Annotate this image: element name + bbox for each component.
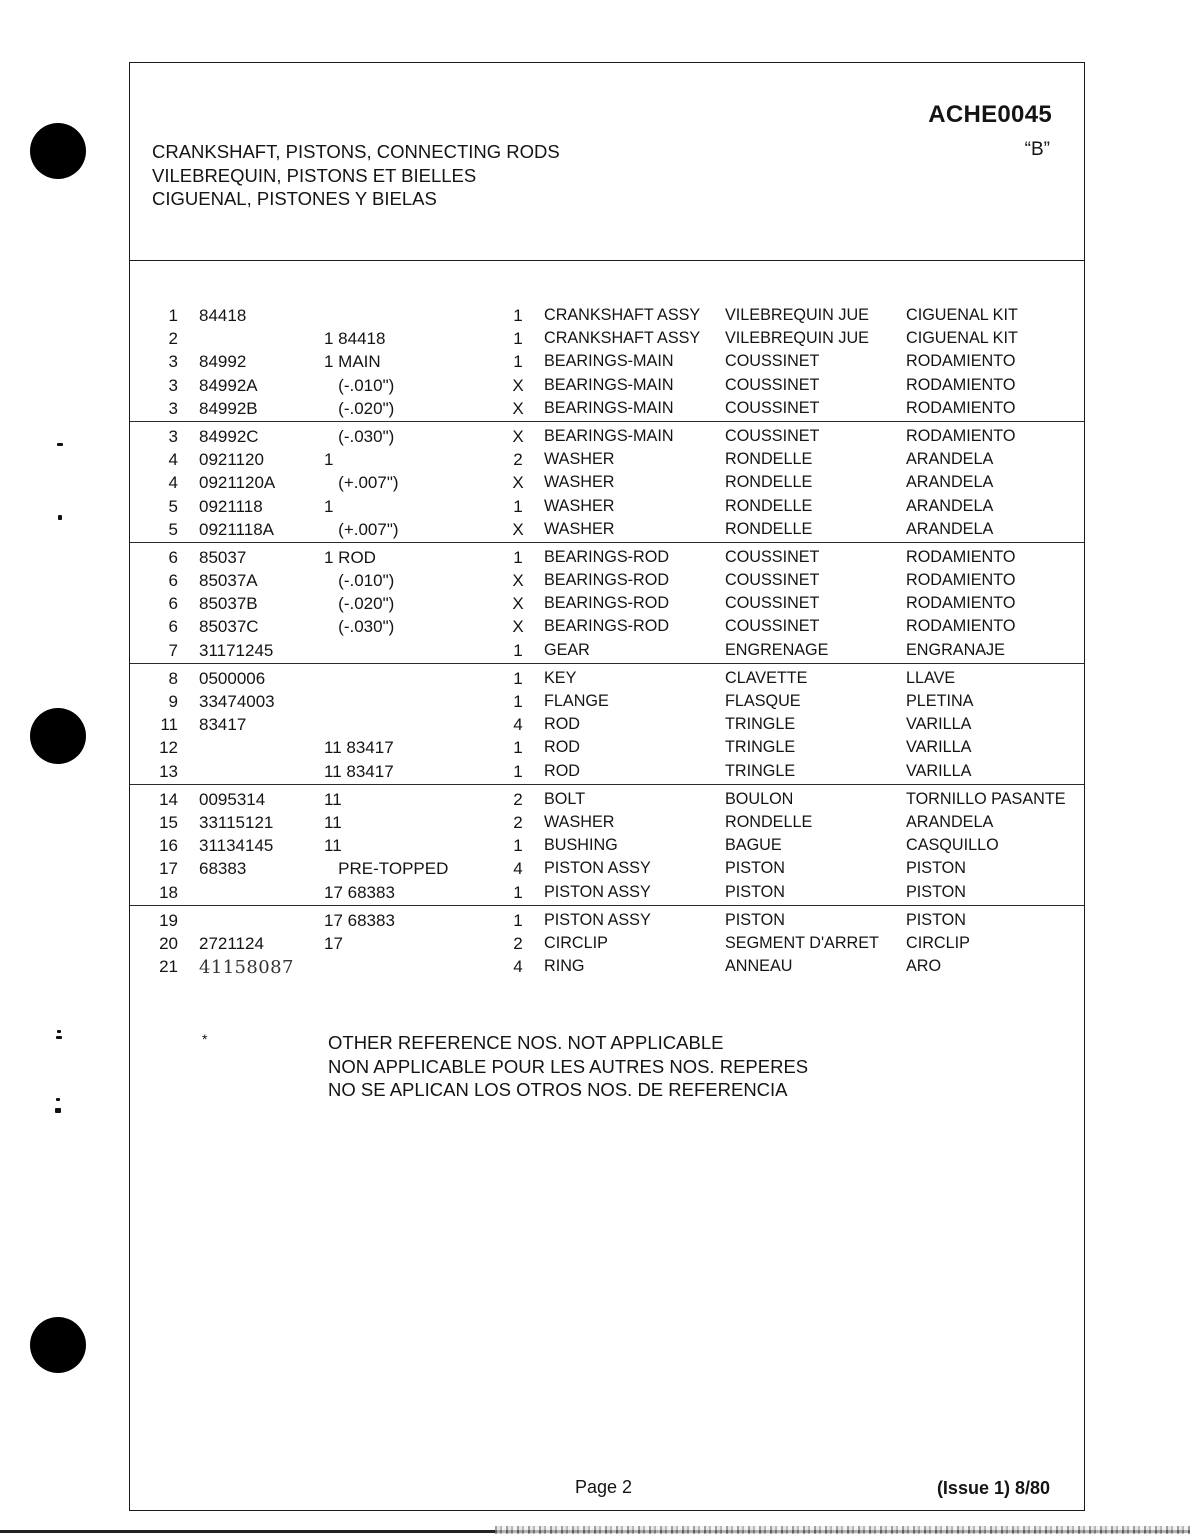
parts-row	[130, 396, 1084, 419]
parts-row	[130, 470, 1084, 493]
usage-note: 1 84418	[324, 329, 386, 349]
page-number: Page 2	[575, 1477, 633, 1497]
parts-group	[130, 422, 1084, 543]
parts-group	[130, 543, 1084, 664]
description-french: PISTON	[725, 882, 785, 901]
quantity: X	[512, 519, 524, 539]
description-french: PISTON	[725, 910, 785, 929]
description-english: BEARINGS-ROD	[544, 594, 670, 613]
description-french: VILEBREQUIN JUE	[725, 306, 869, 324]
part-number: 0921120A	[199, 473, 276, 493]
usage-note: (+.007")	[324, 519, 399, 539]
description-english: PISTON ASSY	[544, 882, 651, 901]
parts-row	[130, 424, 1084, 447]
ref-number: 13	[159, 761, 178, 781]
usage-note: 1 MAIN	[324, 352, 381, 372]
description-spanish: RODAMIENTO	[906, 594, 1016, 613]
ref-number: 19	[159, 910, 178, 930]
ref-number: 6	[168, 594, 178, 614]
parts-group	[130, 301, 1084, 422]
parts-row	[130, 759, 1084, 782]
description-english: BEARINGS-MAIN	[544, 375, 674, 394]
part-number: 0095314	[199, 789, 266, 809]
description-english: BEARINGS-MAIN	[544, 398, 674, 417]
description-spanish: LLAVE	[906, 668, 956, 687]
ref-number: 5	[168, 496, 178, 516]
description-french: RONDELLE	[725, 812, 813, 831]
scan-speck	[55, 1108, 61, 1113]
description-english: CIRCLIP	[544, 933, 608, 952]
quantity: X	[512, 473, 524, 493]
footnote-english: OTHER REFERENCE NOS. NOT APPLICABLE	[328, 1032, 724, 1053]
description-spanish: VARILLA	[906, 738, 972, 757]
description-spanish: ARANDELA	[906, 496, 994, 515]
description-french: COUSSINET	[725, 547, 820, 566]
ref-number: 15	[159, 812, 178, 832]
part-number: 0921118	[199, 496, 263, 516]
description-french: PISTON	[725, 859, 785, 878]
parts-row	[130, 735, 1084, 758]
description-french: ENGRENAGE	[725, 640, 829, 659]
quantity: 1	[513, 761, 523, 781]
usage-note: 17 68383	[324, 910, 395, 930]
description-spanish: VARILLA	[906, 715, 972, 734]
description-english: WASHER	[544, 473, 615, 492]
description-spanish: CIRCLIP	[906, 933, 970, 952]
quantity: 1	[513, 306, 523, 325]
usage-note: 17	[324, 933, 343, 953]
description-spanish: PISTON	[906, 859, 966, 878]
part-number: 85037C	[199, 617, 259, 637]
document-code: ACHE0045	[928, 101, 1052, 128]
parts-row	[130, 591, 1084, 614]
quantity: X	[512, 594, 524, 614]
description-french: VILEBREQUIN JUE	[725, 329, 869, 348]
description-french: BOULON	[725, 789, 794, 808]
usage-note: 11 83417	[324, 738, 394, 758]
document-titles	[152, 140, 560, 211]
ref-number: 3	[168, 398, 178, 418]
description-spanish: RODAMIENTO	[906, 426, 1016, 445]
description-english: BEARINGS-MAIN	[544, 352, 674, 371]
quantity: 4	[513, 715, 523, 735]
description-french: COUSSINET	[725, 375, 820, 394]
part-number: 68383	[199, 859, 247, 879]
description-french: SEGMENT D'ARRET	[725, 933, 879, 952]
quantity: X	[512, 375, 524, 395]
parts-row	[130, 787, 1084, 810]
ref-number: 1	[168, 306, 178, 325]
description-english: WASHER	[544, 519, 615, 538]
usage-note: 17 68383	[324, 882, 395, 902]
description-english: ROD	[544, 761, 580, 780]
description-french: BAGUE	[725, 836, 782, 855]
parts-row	[130, 689, 1084, 712]
parts-row	[130, 833, 1084, 856]
description-english: RING	[544, 957, 585, 976]
description-french: RONDELLE	[725, 496, 813, 515]
parts-row	[130, 614, 1084, 637]
description-english: BOLT	[544, 789, 586, 808]
description-spanish: ARANDELA	[906, 519, 994, 538]
usage-note: 11	[324, 836, 342, 856]
issue-date: (Issue 1) 8/80	[936, 1478, 1050, 1498]
header-divider	[130, 260, 1084, 261]
description-english: BUSHING	[544, 836, 618, 855]
description-english: PISTON ASSY	[544, 910, 651, 929]
description-spanish: CIGUENAL KIT	[906, 329, 1018, 348]
part-number: 84418	[199, 306, 247, 325]
footnote-marker: *	[202, 1031, 208, 1047]
scan-speck	[58, 515, 62, 520]
part-number: 31134145	[199, 836, 274, 856]
ref-number: 6	[168, 571, 178, 591]
quantity: 1	[513, 547, 523, 567]
quantity: 4	[513, 957, 523, 977]
description-spanish: RODAMIENTO	[906, 375, 1016, 394]
ref-number: 6	[168, 617, 178, 637]
scan-speck	[57, 1030, 61, 1033]
parts-row	[130, 638, 1084, 661]
quantity: 1	[513, 640, 523, 660]
usage-note: 11	[324, 812, 342, 832]
description-french: COUSSINET	[725, 426, 820, 445]
usage-note: 1	[324, 496, 334, 516]
description-spanish: ARANDELA	[906, 812, 994, 831]
part-number: 85037B	[199, 594, 258, 614]
part-number: 0500006	[199, 668, 266, 688]
title-french: VILEBREQUIN, PISTONS ET BIELLES	[152, 164, 477, 186]
parts-row	[130, 494, 1084, 517]
ref-number: 17	[159, 859, 178, 879]
description-english: ROD	[544, 715, 580, 734]
description-spanish: VARILLA	[906, 761, 972, 780]
parts-row	[130, 303, 1084, 326]
usage-note: (-.010")	[324, 375, 395, 395]
title-english: CRANKSHAFT, PISTONS, CONNECTING RODS	[152, 141, 560, 162]
description-english: PISTON ASSY	[544, 859, 651, 878]
description-english: CRANKSHAFT ASSY	[544, 329, 701, 348]
ref-number: 7	[168, 640, 178, 660]
description-english: BEARINGS-MAIN	[544, 426, 674, 445]
description-spanish: RODAMIENTO	[906, 398, 1016, 417]
quantity: 1	[513, 352, 523, 372]
punch-hole-icon	[30, 1317, 86, 1373]
parts-row	[130, 954, 1084, 977]
punch-hole-icon	[30, 708, 86, 764]
footnote-french: NON APPLICABLE POUR LES AUTRES NOS. REPERES	[328, 1055, 809, 1077]
ref-number: 21	[159, 957, 178, 977]
part-number: 31171245	[199, 640, 274, 660]
punch-hole-icon	[30, 123, 86, 179]
part-number: 83417	[199, 715, 247, 735]
ref-number: 16	[159, 836, 178, 856]
ref-number: 20	[159, 933, 178, 953]
part-number: 84992C	[199, 426, 259, 446]
quantity: X	[512, 617, 524, 637]
ref-number: 2	[168, 329, 178, 349]
usage-note: (+.007")	[324, 473, 399, 493]
description-french: COUSSINET	[725, 571, 820, 590]
parts-row	[130, 712, 1084, 735]
quantity: 2	[513, 450, 523, 470]
parts-group	[130, 906, 1084, 980]
quantity: 1	[513, 910, 523, 930]
ref-number: 3	[168, 352, 178, 372]
part-number: 84992	[199, 352, 247, 372]
usage-note: (-.030")	[324, 426, 395, 446]
quantity: X	[512, 426, 524, 446]
scan-speck	[57, 443, 63, 446]
description-french: COUSSINET	[725, 352, 820, 371]
part-number: 2721124	[199, 933, 264, 953]
usage-note: 11	[324, 789, 342, 809]
parts-group	[130, 785, 1084, 906]
quantity: 1	[513, 668, 523, 688]
quantity: 1	[513, 882, 523, 902]
description-english: ROD	[544, 738, 580, 757]
parts-row	[130, 666, 1084, 689]
footnote-spanish: NO SE APLICAN LOS OTROS NOS. DE REFERENCIA	[328, 1079, 788, 1100]
scan-speck	[56, 1036, 62, 1039]
ref-number: 8	[168, 668, 178, 688]
description-english: WASHER	[544, 812, 615, 831]
usage-note: (-.010")	[324, 571, 395, 591]
document-frame	[129, 62, 1085, 1511]
scan-edge-artifact	[495, 1526, 1190, 1534]
parts-row	[130, 447, 1084, 470]
quantity: 2	[513, 933, 523, 953]
parts-row	[130, 880, 1084, 903]
description-french: COUSSINET	[725, 594, 820, 613]
quantity: 2	[513, 812, 523, 832]
ref-number: 9	[168, 692, 178, 711]
parts-row	[130, 326, 1084, 349]
description-spanish: ARANDELA	[906, 450, 994, 469]
description-english: FLANGE	[544, 692, 609, 710]
part-number: 85037	[199, 547, 247, 567]
description-spanish: RODAMIENTO	[906, 617, 1016, 636]
parts-row	[130, 931, 1084, 954]
usage-note: 1	[324, 450, 334, 470]
ref-number: 4	[168, 473, 178, 493]
description-english: GEAR	[544, 640, 590, 659]
description-english: WASHER	[544, 496, 615, 515]
usage-note: 11 83417	[324, 761, 394, 781]
part-number: 85037A	[199, 571, 258, 591]
scan-speck	[56, 1098, 60, 1101]
ref-number: 6	[168, 547, 178, 567]
quantity: 4	[513, 859, 523, 879]
title-spanish: CIGUENAL, PISTONES Y BIELAS	[152, 188, 437, 209]
part-number: 41158087	[199, 957, 294, 979]
description-french: RONDELLE	[725, 473, 813, 492]
parts-row	[130, 810, 1084, 833]
part-number: 0921118A	[199, 519, 274, 539]
description-french: RONDELLE	[725, 450, 813, 469]
part-number: 33115121	[199, 812, 274, 832]
description-french: RONDELLE	[725, 519, 813, 538]
ref-number: 12	[159, 738, 178, 758]
description-french: FLASQUE	[725, 692, 801, 710]
description-spanish: RODAMIENTO	[906, 352, 1016, 371]
part-number: 84992B	[199, 398, 258, 418]
description-spanish: ENGRANAJE	[906, 640, 1005, 659]
quantity: 1	[513, 496, 523, 516]
parts-row	[130, 908, 1084, 931]
description-english: KEY	[544, 668, 577, 687]
ref-number: 3	[168, 426, 178, 446]
quantity: 1	[513, 738, 523, 758]
usage-note: 1 ROD	[324, 547, 376, 567]
description-spanish: PLETINA	[906, 692, 974, 710]
description-french: TRINGLE	[725, 761, 796, 780]
description-french: TRINGLE	[725, 715, 796, 734]
description-spanish: ARANDELA	[906, 473, 994, 492]
ref-number: 11	[160, 715, 178, 735]
description-french: CLAVETTE	[725, 668, 808, 687]
parts-list	[130, 301, 1084, 979]
parts-row	[130, 856, 1084, 879]
description-english: BEARINGS-ROD	[544, 617, 670, 636]
description-french: TRINGLE	[725, 738, 796, 757]
quantity: 2	[513, 789, 523, 809]
quantity: 1	[513, 692, 523, 711]
description-spanish: RODAMIENTO	[906, 571, 1016, 590]
usage-note: (-.020")	[324, 398, 395, 418]
description-french: ANNEAU	[725, 957, 793, 976]
parts-row	[130, 568, 1084, 591]
description-spanish: RODAMIENTO	[906, 547, 1016, 566]
parts-row	[130, 373, 1084, 396]
description-spanish: PISTON	[906, 910, 966, 929]
description-french: COUSSINET	[725, 617, 820, 636]
ref-number: 18	[159, 882, 178, 902]
description-french: COUSSINET	[725, 398, 820, 417]
ref-number: 4	[168, 450, 178, 470]
description-spanish: TORNILLO PASANTE	[906, 789, 1066, 808]
ref-number: 3	[168, 375, 178, 395]
description-english: BEARINGS-ROD	[544, 571, 670, 590]
part-number: 84992A	[199, 375, 258, 395]
usage-note: PRE-TOPPED	[324, 859, 449, 879]
description-spanish: CIGUENAL KIT	[906, 306, 1018, 324]
quantity: X	[512, 571, 524, 591]
description-english: WASHER	[544, 450, 615, 469]
quantity: 1	[513, 329, 523, 349]
description-spanish: ARO	[906, 957, 942, 976]
quantity: X	[512, 398, 524, 418]
description-spanish: CASQUILLO	[906, 836, 999, 855]
description-spanish: PISTON	[906, 882, 966, 901]
ref-number: 5	[168, 519, 178, 539]
document-variant: “B”	[1024, 139, 1050, 160]
ref-number: 14	[159, 789, 178, 809]
usage-note: (-.030")	[324, 617, 395, 637]
parts-row	[130, 349, 1084, 372]
quantity: 1	[513, 836, 523, 856]
description-english: CRANKSHAFT ASSY	[544, 306, 701, 324]
parts-row	[130, 545, 1084, 568]
parts-row	[130, 517, 1084, 540]
part-number: 0921120	[199, 450, 264, 470]
usage-note: (-.020")	[324, 594, 395, 614]
description-english: BEARINGS-ROD	[544, 547, 670, 566]
parts-group	[130, 664, 1084, 785]
part-number: 33474003	[199, 692, 275, 711]
